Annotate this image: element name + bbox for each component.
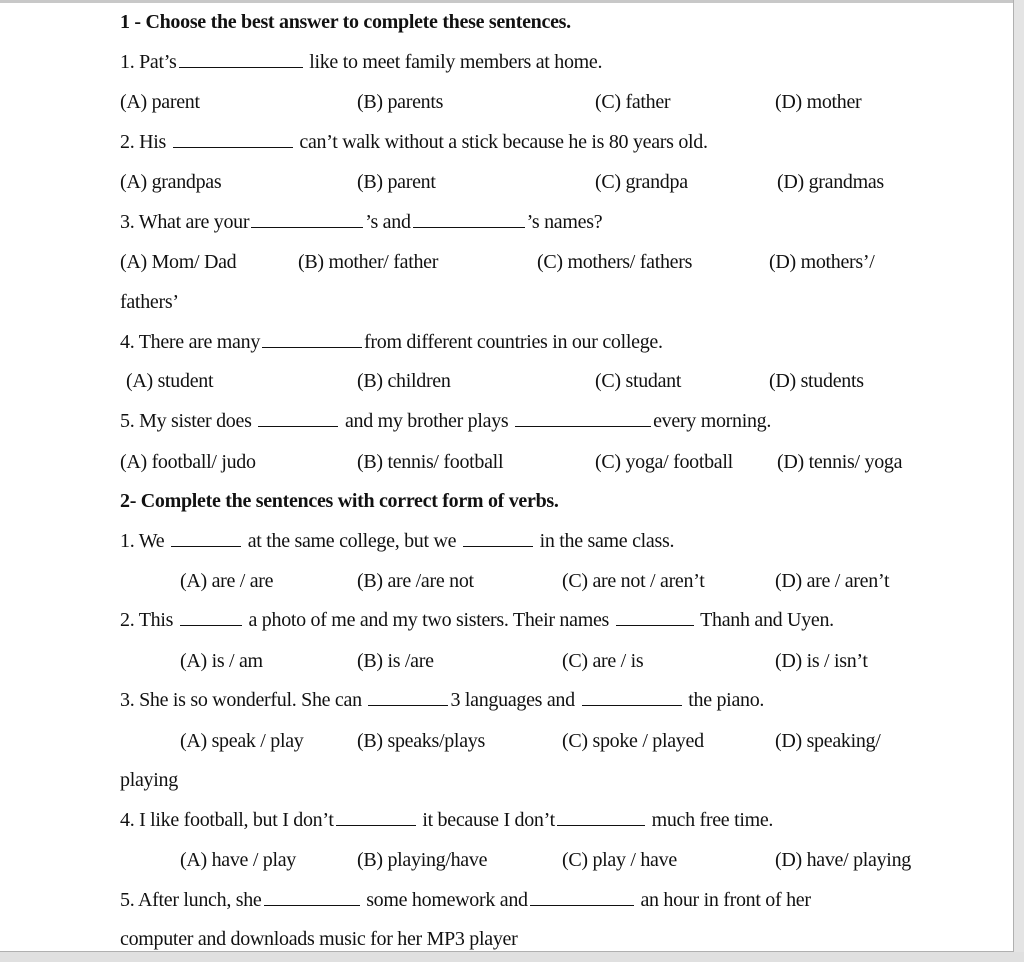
s2-q1-option-d[interactable]: (D) are / aren’t — [775, 570, 890, 592]
s2-q1-option-c[interactable]: (C) are not / aren’t — [562, 570, 705, 592]
answer-blank[interactable] — [179, 50, 303, 68]
s2-q3-text — [120, 688, 764, 712]
s1-q2-option-d[interactable]: (D) grandmas — [777, 171, 884, 193]
answer-blank[interactable] — [262, 330, 362, 348]
s1-q1-option-d[interactable]: (D) mother — [775, 91, 862, 113]
s2-q3-part-c: the piano. — [688, 689, 765, 711]
s1-q4-option-c[interactable]: (C) studant — [595, 370, 682, 392]
s2-q2-option-a[interactable]: (A) is / am — [180, 650, 263, 672]
answer-blank[interactable] — [515, 409, 651, 427]
s2-q2-option-c[interactable]: (C) are / is — [562, 650, 644, 672]
s2-q4-option-c[interactable]: (C) play / have — [562, 849, 677, 871]
s2-q1-part-b: at the same college, but we — [247, 530, 457, 552]
s1-q4-option-a[interactable]: (A) student — [126, 370, 214, 392]
s2-q1-option-a[interactable]: (A) are / are — [180, 570, 274, 592]
s1-q1-option-c[interactable]: (C) father — [595, 91, 671, 113]
answer-blank[interactable] — [557, 808, 645, 826]
answer-blank[interactable] — [582, 688, 682, 706]
s2-q2-text — [120, 608, 834, 632]
s2-q4-option-b[interactable]: (B) playing/have — [357, 849, 488, 871]
s1-q3-part-c: ’s names? — [526, 211, 603, 233]
s1-q1-text — [120, 50, 602, 74]
s1-q1-option-b[interactable]: (B) parents — [357, 91, 444, 113]
s1-q5-option-b[interactable]: (B) tennis/ football — [357, 451, 504, 473]
section-2-heading: 2- Complete the sentences with correct form of verbs. — [120, 490, 559, 512]
answer-blank[interactable] — [180, 608, 242, 626]
s1-q2-option-b[interactable]: (B) parent — [357, 171, 436, 193]
s1-q2-part-a: 2. His — [120, 131, 166, 153]
right-window-edge — [1014, 0, 1024, 962]
s2-q1-option-b[interactable]: (B) are /are not — [357, 570, 474, 592]
s2-q1-text — [120, 529, 674, 553]
s1-q2-text — [120, 130, 708, 154]
s1-q3-text — [120, 210, 602, 234]
s1-q3-option-d-continued: fathers’ — [120, 291, 179, 313]
answer-blank[interactable] — [258, 409, 338, 427]
s2-q4-text — [120, 808, 773, 832]
s2-q2-part-b: a photo of me and my two sisters. Their names — [248, 609, 610, 631]
s1-q2-part-b: can’t walk without a stick because he is 80 years old. — [299, 131, 708, 153]
s1-q3-option-d[interactable]: (D) mothers’/ — [769, 251, 875, 273]
s1-q3-part-a: 3. What are your — [120, 211, 250, 233]
s1-q2-option-a[interactable]: (A) grandpas — [120, 171, 222, 193]
s1-q4-option-b[interactable]: (B) children — [357, 370, 451, 392]
s2-q4-part-b: it because I don’t — [422, 809, 555, 831]
section-1-heading: 1 - Choose the best answer to complete these sentences. — [120, 11, 571, 33]
answer-blank[interactable] — [336, 808, 416, 826]
s2-q5-continued: computer and downloads music for her MP3 player — [120, 928, 518, 950]
s2-q1-part-c: in the same class. — [539, 530, 675, 552]
s1-q1-part-a: 1. Pat’s — [120, 51, 177, 73]
s1-q5-option-c[interactable]: (C) yoga/ football — [595, 451, 733, 473]
s2-q5-part-a: 5. After lunch, she — [120, 889, 262, 911]
s2-q3-part-b: 3 languages and — [450, 689, 575, 711]
s1-q5-text — [120, 409, 771, 433]
s2-q2-part-a: 2. This — [120, 609, 174, 631]
s2-q4-part-c: much free time. — [651, 809, 774, 831]
s2-q5-part-c: an hour in front of her — [640, 889, 811, 911]
s2-q5-part-b: some homework and — [366, 889, 528, 911]
s2-q5-text — [120, 888, 811, 912]
s1-q5-option-d[interactable]: (D) tennis/ yoga — [777, 451, 903, 473]
answer-blank[interactable] — [616, 608, 694, 626]
answer-blank[interactable] — [173, 130, 293, 148]
s2-q3-part-a: 3. She is so wonderful. She can — [120, 689, 362, 711]
answer-blank[interactable] — [368, 688, 448, 706]
s2-q3-option-d-continued: playing — [120, 769, 178, 791]
s1-q3-option-b[interactable]: (B) mother/ father — [298, 251, 439, 273]
s2-q4-part-a: 4. I like football, but I don’t — [120, 809, 334, 831]
answer-blank[interactable] — [530, 888, 634, 906]
bottom-window-edge — [0, 952, 1024, 962]
s1-q5-part-a: 5. My sister does — [120, 410, 252, 432]
s2-q2-option-b[interactable]: (B) is /are — [357, 650, 434, 672]
s1-q4-text — [120, 330, 663, 354]
s1-q4-option-d[interactable]: (D) students — [769, 370, 864, 392]
answer-blank[interactable] — [463, 529, 533, 547]
s1-q4-part-b: from different countries in our college. — [364, 331, 663, 353]
s1-q5-option-a[interactable]: (A) football/ judo — [120, 451, 256, 473]
page-top-edge — [0, 0, 1013, 3]
s2-q3-option-c[interactable]: (C) spoke / played — [562, 730, 704, 752]
answer-blank[interactable] — [264, 888, 360, 906]
answer-blank[interactable] — [413, 210, 525, 228]
s1-q3-option-a[interactable]: (A) Mom/ Dad — [120, 251, 237, 273]
s1-q1-part-b: like to meet family members at home. — [309, 51, 603, 73]
s1-q5-part-c: every morning. — [653, 410, 772, 432]
answer-blank[interactable] — [251, 210, 363, 228]
s2-q2-option-d[interactable]: (D) is / isn’t — [775, 650, 868, 672]
s2-q4-option-d[interactable]: (D) have/ playing — [775, 849, 911, 871]
s1-q4-part-a: 4. There are many — [120, 331, 261, 353]
s2-q3-option-a[interactable]: (A) speak / play — [180, 730, 304, 752]
s2-q1-part-a: 1. We — [120, 530, 165, 552]
s2-q2-part-c: Thanh and Uyen. — [700, 609, 834, 631]
s2-q3-option-b[interactable]: (B) speaks/plays — [357, 730, 485, 752]
s1-q1-option-a[interactable]: (A) parent — [120, 91, 200, 113]
s2-q4-option-a[interactable]: (A) have / play — [180, 849, 297, 871]
s1-q2-option-c[interactable]: (C) grandpa — [595, 171, 688, 193]
s1-q5-part-b: and my brother plays — [344, 410, 509, 432]
s2-q3-option-d[interactable]: (D) speaking/ — [775, 730, 881, 752]
s1-q3-part-b: ’s and — [365, 211, 411, 233]
answer-blank[interactable] — [171, 529, 241, 547]
s1-q3-option-c[interactable]: (C) mothers/ fathers — [537, 251, 693, 273]
